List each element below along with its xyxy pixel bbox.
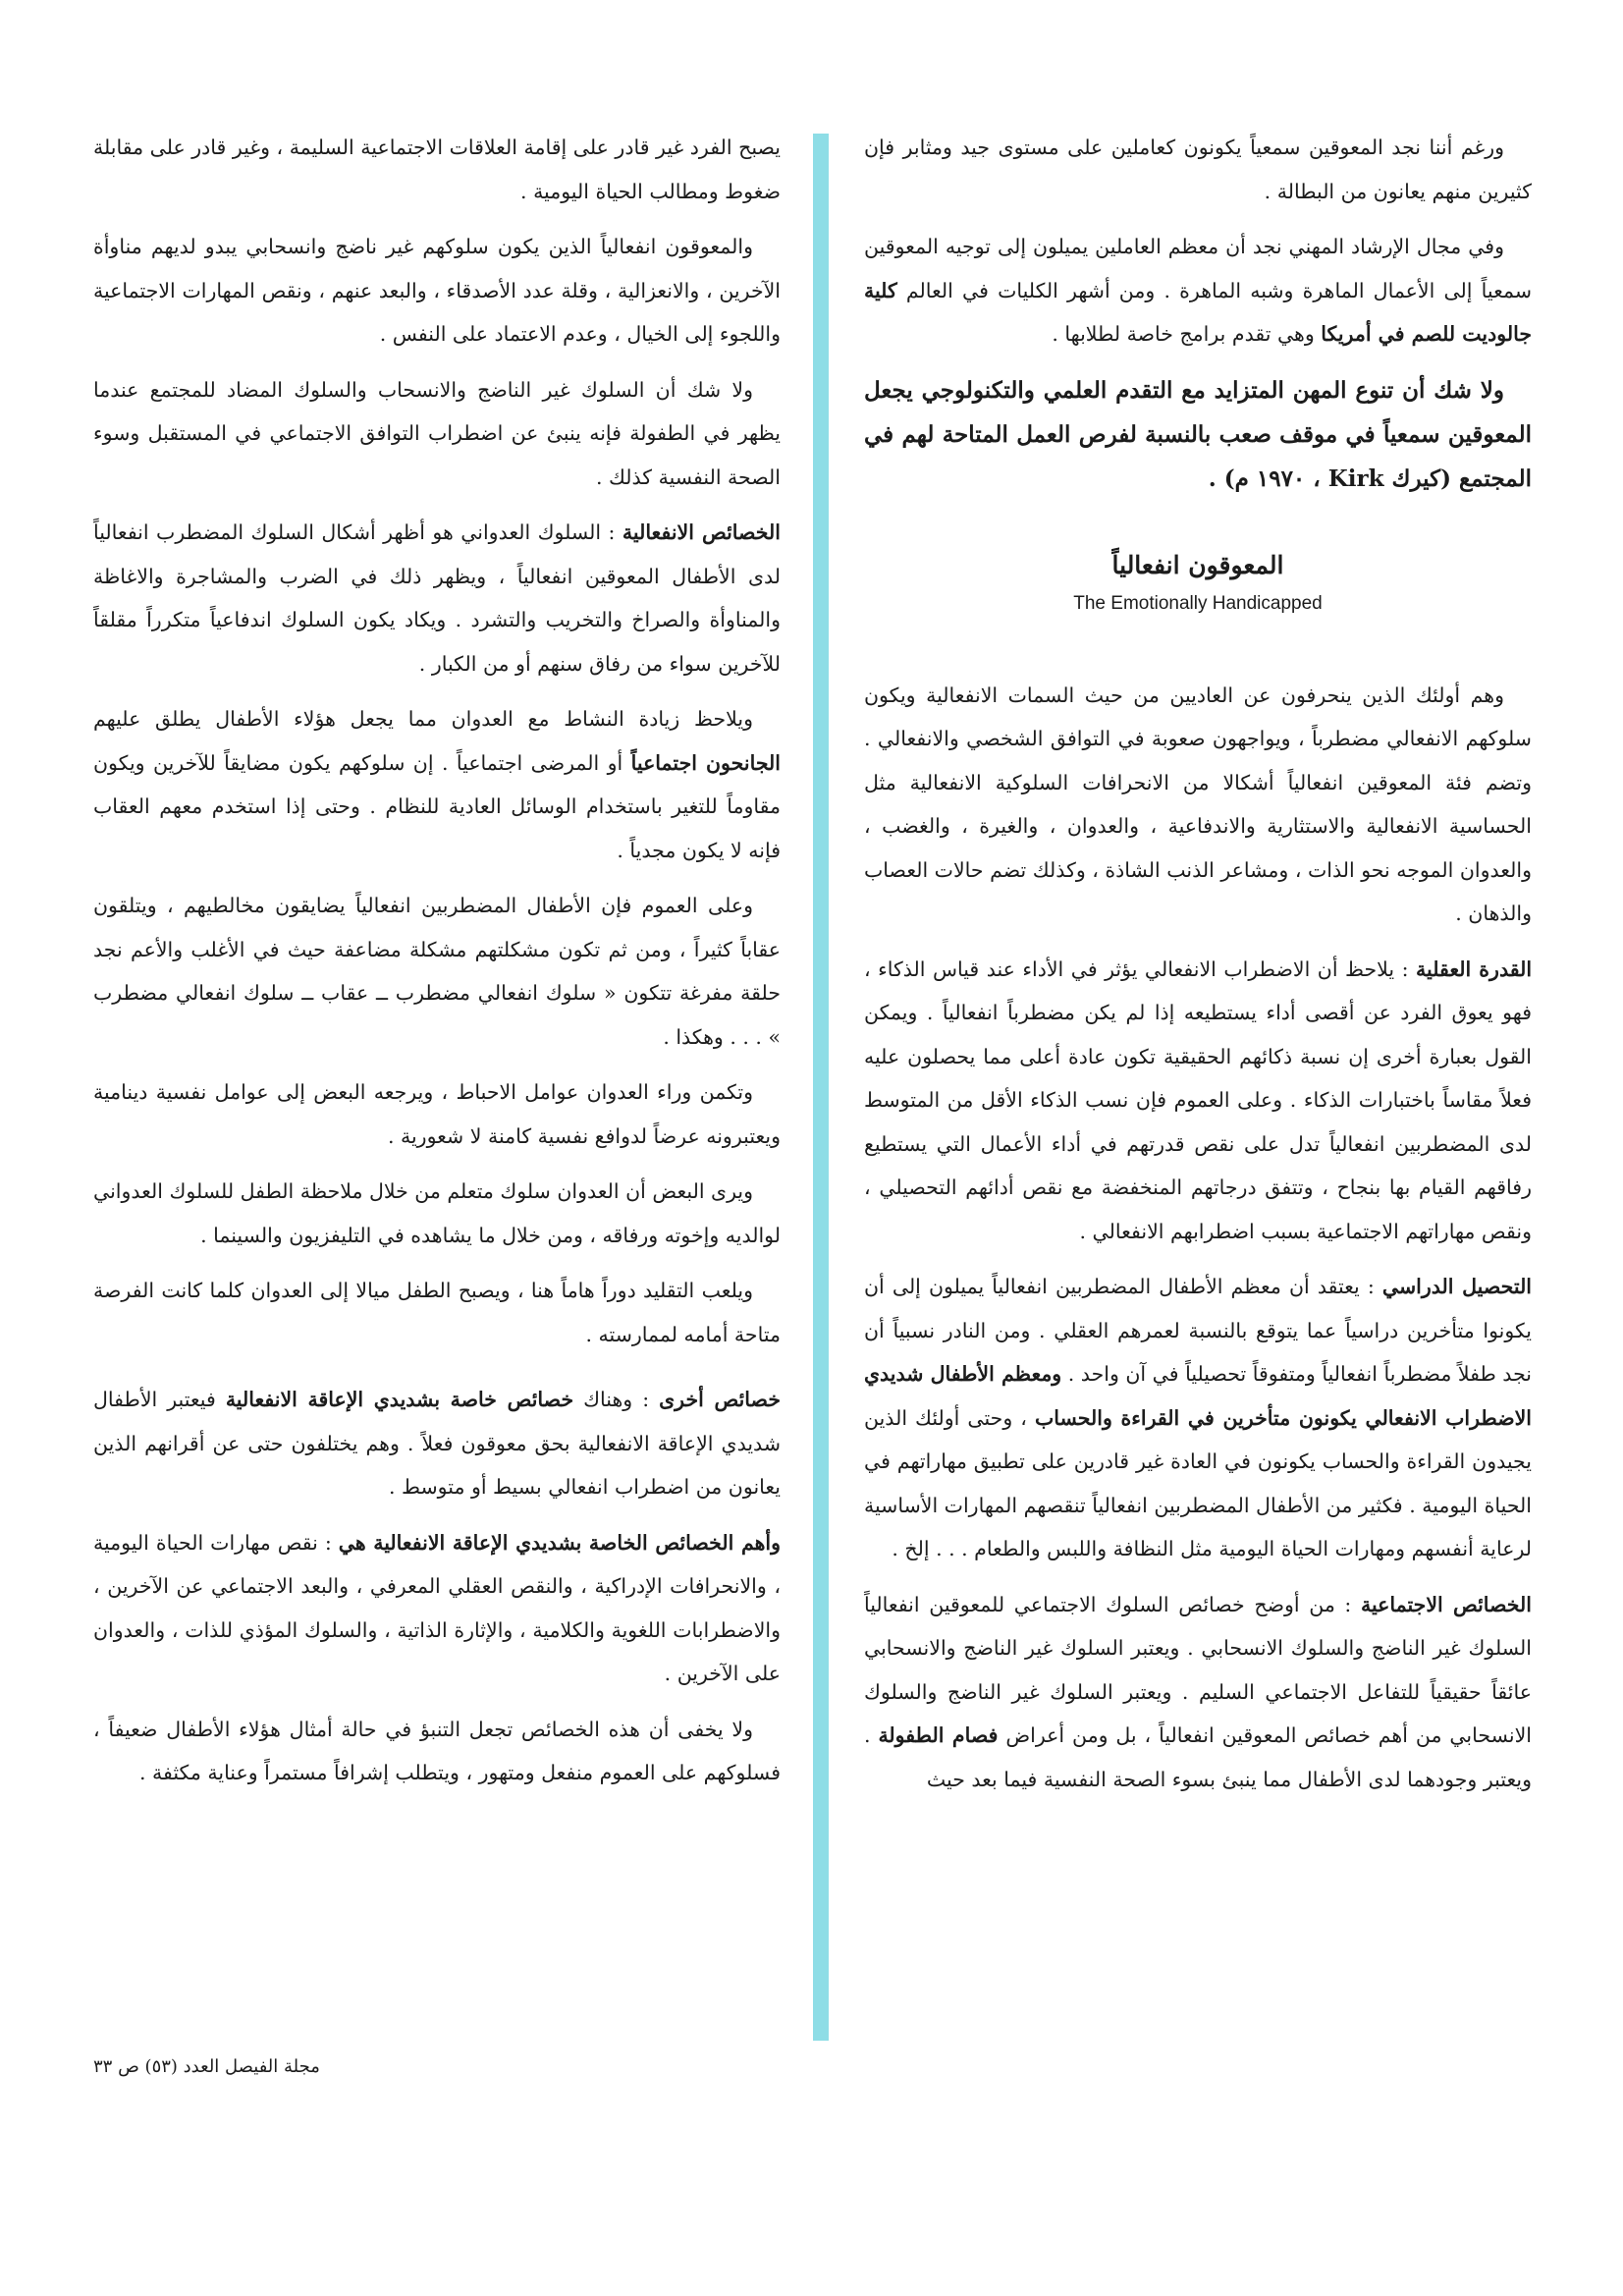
paragraph — [93, 884, 781, 1059]
subsection-label: خصائص أخرى — [659, 1388, 781, 1411]
right-column — [864, 126, 1532, 1813]
subsection-label: القدرة العقلية — [1416, 957, 1533, 981]
paragraph-text: ويلاحظ زيادة النشاط مع العدوان مما يجعل هؤلاء الأطفال يطلق عليهم — [93, 707, 753, 731]
paragraph — [864, 126, 1532, 213]
section-heading: المعوقون انفعالياً — [1111, 550, 1284, 579]
column-divider-bar — [813, 134, 829, 2041]
subsection-label: التحصيل الدراسي — [1381, 1275, 1533, 1298]
bold-phrase: خصائص خاصة بشديدي الإعاقة الانفعالية — [225, 1388, 574, 1411]
paragraph — [93, 511, 781, 685]
paragraph — [93, 126, 781, 213]
paragraph-text: : السلوك العدواني هو أظهر أشكال السلوك المضطرب انفعالياً لدى الأطفال المعوقين انفعالياً ، ويظهر ذلك في الضرب والمشاجرة والاغاظة والمناوأة والصراخ والتخريب والتشرد . ويكاد يكون السلوك اندفاعياً متكرراً مقلقاً للآخرين سواء من رفاق سنهم أو من الكبار . — [93, 520, 781, 676]
paragraph — [93, 1521, 781, 1696]
paragraph — [93, 1170, 781, 1257]
paragraph-text: : نقص مهارات الحياة اليومية ، والانحرافات الإدراكية ، والنقص العقلي المعرفي ، والبعد الاجتماعي عن الآخرين ، والاضطرابات اللغوية والكلامية ، والإثارة الذاتية ، والسلوك المؤذي للذات ، والعدوان على الآخرين . — [93, 1530, 781, 1685]
subsection-label: الخصائص الاجتماعية — [1360, 1592, 1532, 1616]
paragraph-text: والمعوقون انفعالياً الذين يكون سلوكهم غير ناضج وانسحابي يبدو لديهم مناوأة الآخرين ، والانعزالية ، وقلة عدد الأصدقاء ، والبعد عنهم ، ونقص المهارات الاجتماعية واللجوء إلى الخيال ، وعدم الاعتماد على النفس . — [93, 235, 781, 346]
bold-phrase: ومعظم الأطفال شديدي الاضطراب الانفعالي يكونون متأخرين في القراءة والحساب — [864, 1362, 1532, 1430]
paragraph — [93, 1378, 781, 1509]
paragraph-text: وفي مجال الإرشاد المهني نجد أن معظم العاملين يميلون إلى توجيه المعوقين سمعياً إلى الأعمال الماهرة وشبه الماهرة . ومن أشهر الكليات في العالم — [864, 235, 1532, 302]
bold-phrase: وأهم الخصائص الخاصة بشديدي الإعاقة الانفعالية هي — [338, 1530, 781, 1555]
paragraph-text: : يعتقد أن معظم الأطفال المضطربين انفعالياً يميلون إلى أن يكونوا متأخرين دراسياً عما يتوقع بالنسبة لعمرهم العقلي . ومن النادر نسبياً أن نجد طفلاً مضطرباً انفعالياً ومتفوقاً تحصيلياً في آن واحد . — [864, 1275, 1533, 1386]
paragraph-text: وهي تقدم برامج خاصة لطلابها . — [1052, 322, 1322, 346]
paragraph — [864, 225, 1532, 356]
paragraph-text: ولا شك أن السلوك غير الناضج والانسحاب والسلوك المضاد للمجتمع عندما يظهر في الطفولة فإنه ينبئ عن اضطراب التوافق الاجتماعي في المستقبل وسوء الصحة النفسية كذلك . — [93, 377, 781, 489]
paragraph-text: فيعتبر الأطفال شديدي الإعاقة الانفعالية بحق معوقون فعلاً . وهم يختلفون حتى عن أقرانهم الذين يعانون من اضطراب انفعالي بسيط أو متوسط . — [93, 1388, 781, 1499]
section-subheading: The Emotionally Handicapped — [1073, 592, 1323, 614]
bold-phrase: فصام الطفولة — [878, 1723, 999, 1747]
paragraph-text: وهم أولئك الذين ينحرفون عن العاديين من حيث السمات الانفعالية ويكون سلوكهم الانفعالي مضطرباً ، ويواجهون صعوبة في التوافق الشخصي والانفعالي . وتضم فئة المعوقين انفعالياً أشكالا من الانحرافات السلوكية الانفعالية مثل الحساسية الانفعالية والاستثارية والاندفاعية ، والعدوان ، والغيرة ، والغضب ، والعدوان الموجه نحو الذات ، ومشاعر الذنب الشاذة ، وكذلك تضم حالات العصاب والذهان . — [864, 683, 1532, 925]
paragraph-text: ويلعب التقليد دوراً هاماً هنا ، ويصبح الطفل ميالا إلى العدوان كلما كانت الفرصة متاحة أمامه لممارسته . — [93, 1279, 781, 1346]
paragraph-text: ويرى البعض أن العدوان سلوك متعلم من خلال ملاحظة الطفل للسلوك العدواني لوالديه وإخوته ورفاقه ، ومن خلال ما يشاهده في التليفزيون والسينما . — [92, 1179, 781, 1247]
paragraph — [93, 1070, 781, 1158]
paragraph — [93, 1269, 781, 1356]
bold-phrase: الجانحون اجتماعياً — [630, 750, 781, 775]
page-footer: مجلة الفيصل العدد (٥٣) ص ٣٣ — [93, 2056, 320, 2077]
paragraph — [93, 368, 781, 500]
paragraph-text: : وهناك — [573, 1388, 660, 1411]
bold-phrase: كلية جالوديت للصم في أمريكا — [864, 278, 1532, 346]
paragraph-text: ورغم أننا نجد المعوقين سمعياً يكونون كعاملين على مستوى جيد ومثابر فإن كثيرين منهم يعانون من البطالة . — [864, 136, 1532, 203]
paragraph — [864, 1583, 1532, 1802]
paragraph-text: . ويعتبر وجودهما لدى الأطفال مما ينبئ بسوء الصحة النفسية فيما بعد حيث — [864, 1723, 1532, 1791]
paragraph-text: وتكمن وراء العدوان عوامل الاحباط ، ويرجعه البعض إلى عوامل نفسية دينامية ويعتبرونه عرضاً لدوافع نفسية كامنة لا شعورية . — [93, 1080, 781, 1148]
subsection-label: الخصائص الانفعالية — [622, 520, 781, 544]
paragraph-text: وعلى العموم فإن الأطفال المضطربين انفعالياً يضايقون مخالطيهم ، ويتلقون عقاباً كثيراً ، ومن ثم تكون مشكلتهم مشكلة مضاعفة حيث في الأغلب والأعم نجد حلقة مفرغة تتكون « سلوك انفعالي مضطرب ــ عقاب ــ سلوك انفعالي مضطرب » . . . وهكذا . — [93, 894, 781, 1049]
paragraph-text: ولا يخفى أن هذه الخصائص تجعل التنبؤ في حالة أمثال هؤلاء الأطفال ضعيفاً ، فسلوكهم على العموم منفعل ومتهور ، ويتطلب إشرافاً مستمراً وعناية مكثفة . — [93, 1717, 781, 1784]
paragraph-text: أو المرضى اجتماعياً . إن سلوكهم يكون مضايقاً للآخرين ويكون مقاوماً للتغير باستخدام الوسائل العادية للنظام . وحتى إذا استخدم معهم العقاب فإنه لا يكون مجدياً . — [93, 750, 781, 862]
paragraph-text: : من أوضح خصائص السلوك الاجتماعي للمعوقين انفعالياً السلوك غير الناضج والسلوك الانسحابي . ويعتبر السلوك غير الناضج والانسحابي عائقاً حقيقياً للتفاعل الاجتماعي السليم . ويعتبر السلوك غير الناضج والسلوك الانسحابي من أهم خصائص المعوقين انفعالياً ، بل ومن أعراض — [864, 1592, 1532, 1747]
bold-paragraph — [864, 368, 1532, 501]
paragraph — [93, 225, 781, 356]
paragraph — [93, 1708, 781, 1795]
left-column — [93, 126, 781, 1807]
paragraph — [864, 1265, 1532, 1571]
paragraph — [864, 674, 1532, 936]
paragraph-text: ولا شك أن تنوع المهن المتزايد مع التقدم العلمي والتكنولوجي يجعل المعوقين سمعياً في موقف صعب بالنسبة لفرص العمل المتاحة لهم في المجتمع (كيرك Kirk ، ١٩٧٠ م) . — [864, 376, 1532, 492]
paragraph-text: : يلاحظ أن الاضطراب الانفعالي يؤثر في الأداء عند قياس الذكاء ، فهو يعوق الفرد عن أقصى أداء يستطيعه إذا لم يكن مضطرباً انفعالياً . ويمكن القول بعبارة أخرى إن نسبة ذكائهم الحقيقية تكون عادة أعلى مما يحصلون عليه فعلاً مقاساً باختبارات الذكاء . وعلى العموم فإن نسب الذكاء الأقل من المتوسط لدى المضطربين انفعالياً تدل على نقص قدرتهم في أداء الأعمال التي يستطيع رفاقهم القيام بها بنجاح ، وتتفق درجاتهم المنخفضة مع نقص أدائهم التحصيلي ، ونقص مهاراتهم الاجتماعية بسبب اضطرابهم الانفعالي . — [864, 957, 1532, 1243]
paragraph-text: يصبح الفرد غير قادر على إقامة العلاقات الاجتماعية السليمة ، وغير قادر على مقابلة ضغوط ومطالب الحياة اليومية . — [93, 136, 781, 203]
paragraph-text: ، وحتى أولئك الذين يجيدون القراءة والحساب يكونون في العادة غير قادرين على تطبيق مهاراتهم في الحياة اليومية . فكثير من الأطفال المضطربين انفعالياً تنقصهم المهارات الأساسية لرعاية أنفسهم ومهارات الحياة اليومية مثل النظافة واللبس والطعام . . . إلخ . — [864, 1405, 1532, 1560]
paragraph — [864, 948, 1532, 1254]
paragraph — [93, 697, 781, 872]
